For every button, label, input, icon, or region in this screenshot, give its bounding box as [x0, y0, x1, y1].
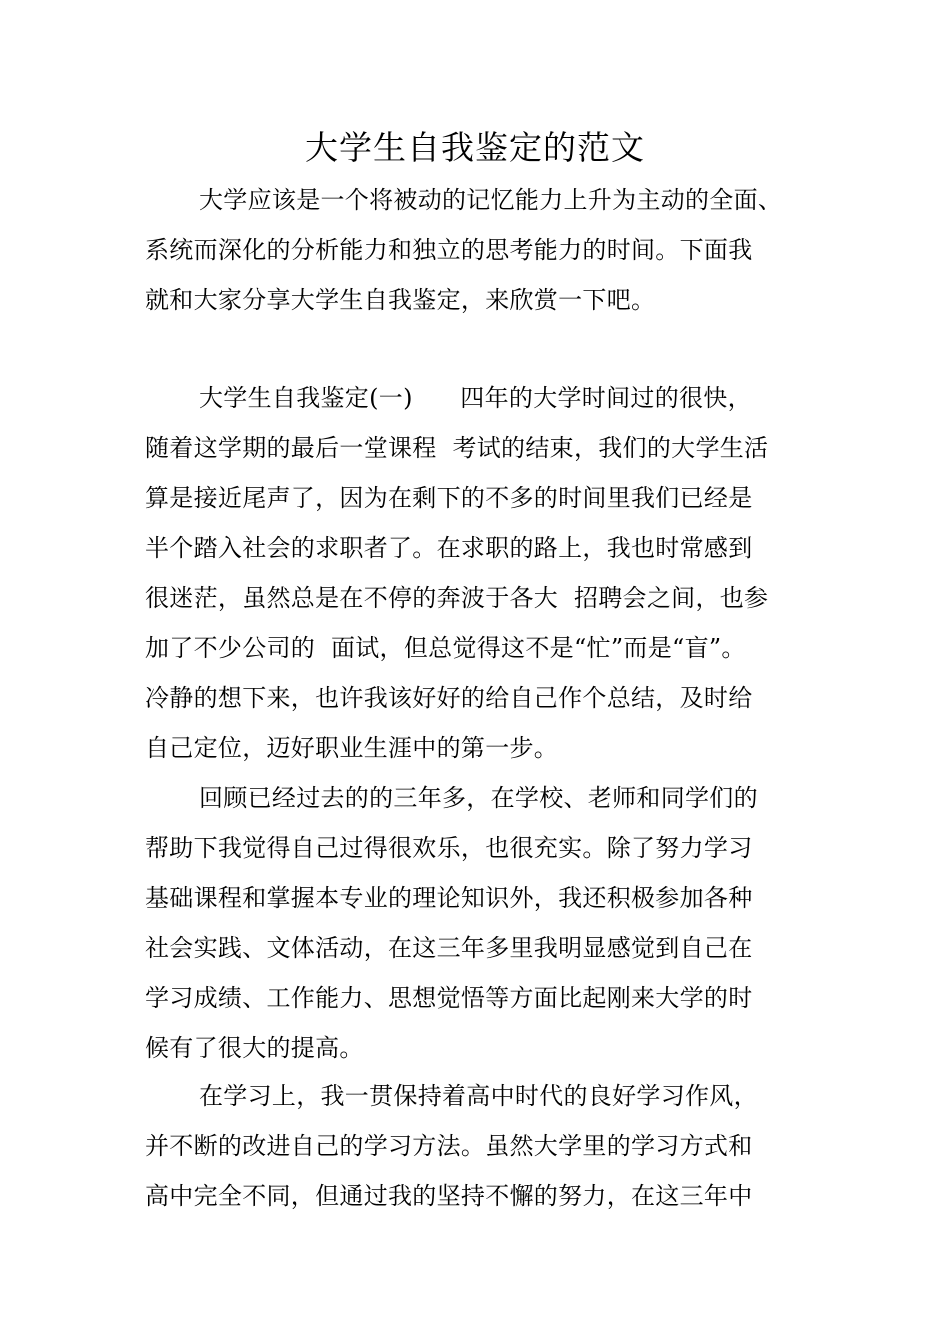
paragraph-2-line-4: 半个踏入社会的求职者了。在求职的路上，我也时常感到 [145, 534, 753, 562]
paragraph-3-line-1: 回顾已经过去的的三年多，在学校、老师和同学们的 [199, 784, 758, 812]
paragraph-1-line-3: 就和大家分享大学生自我鉴定，来欣赏一下吧。 [145, 286, 656, 314]
paragraph-2-line-7: 冷静的想下来，也许我该好好的给自己作个总结，及时给 [145, 684, 753, 712]
paragraph-2-line-5: 很迷茫，虽然总是在不停的奔波于各大 招聘会之间，也参 [145, 584, 769, 612]
paragraph-3-line-5: 学习成绩、工作能力、思想觉悟等方面比起刚来大学的时 [145, 984, 753, 1012]
paragraph-3-line-2: 帮助下我觉得自己过得很欢乐，也很充实。除了努力学习 [145, 834, 753, 862]
paragraph-3-line-6: 候有了很大的提高。 [145, 1034, 364, 1062]
paragraph-4-line-3: 高中完全不同，但通过我的坚持不懈的努力，在这三年中 [145, 1182, 753, 1210]
paragraph-1-line-2: 系统而深化的分析能力和独立的思考能力的时间。下面我 [145, 236, 753, 264]
paragraph-4-line-2: 并不断的改进自己的学习方法。虽然大学里的学习方式和 [145, 1132, 753, 1160]
paragraph-2-line-3: 算是接近尾声了，因为在剩下的不多的时间里我们已经是 [145, 484, 753, 512]
paragraph-1-line-1: 大学应该是一个将被动的记忆能力上升为主动的全面、 [199, 186, 783, 214]
paragraph-3-line-4: 社会实践、文体活动，在这三年多里我明显感觉到自己在 [145, 934, 753, 962]
paragraph-2-line-6: 加了不少公司的 面试，但总觉得这不是“忙”而是“盲”。 [145, 634, 746, 662]
paragraph-2-line-1: 大学生自我鉴定(一) 四年的大学时间过的很快， [199, 384, 752, 412]
paragraph-4-line-1: 在学习上，我一贯保持着高中时代的良好学习作风， [199, 1082, 758, 1110]
paragraph-3-line-3: 基础课程和掌握本专业的理论知识外，我还积极参加各种 [145, 884, 753, 912]
paragraph-2-line-8: 自己定位，迈好职业生涯中的第一步。 [145, 734, 559, 762]
page-title: 大学生自我鉴定的范文 [305, 128, 645, 167]
paragraph-2-line-2: 随着这学期的最后一堂课程 考试的结束，我们的大学生活 [145, 434, 769, 462]
